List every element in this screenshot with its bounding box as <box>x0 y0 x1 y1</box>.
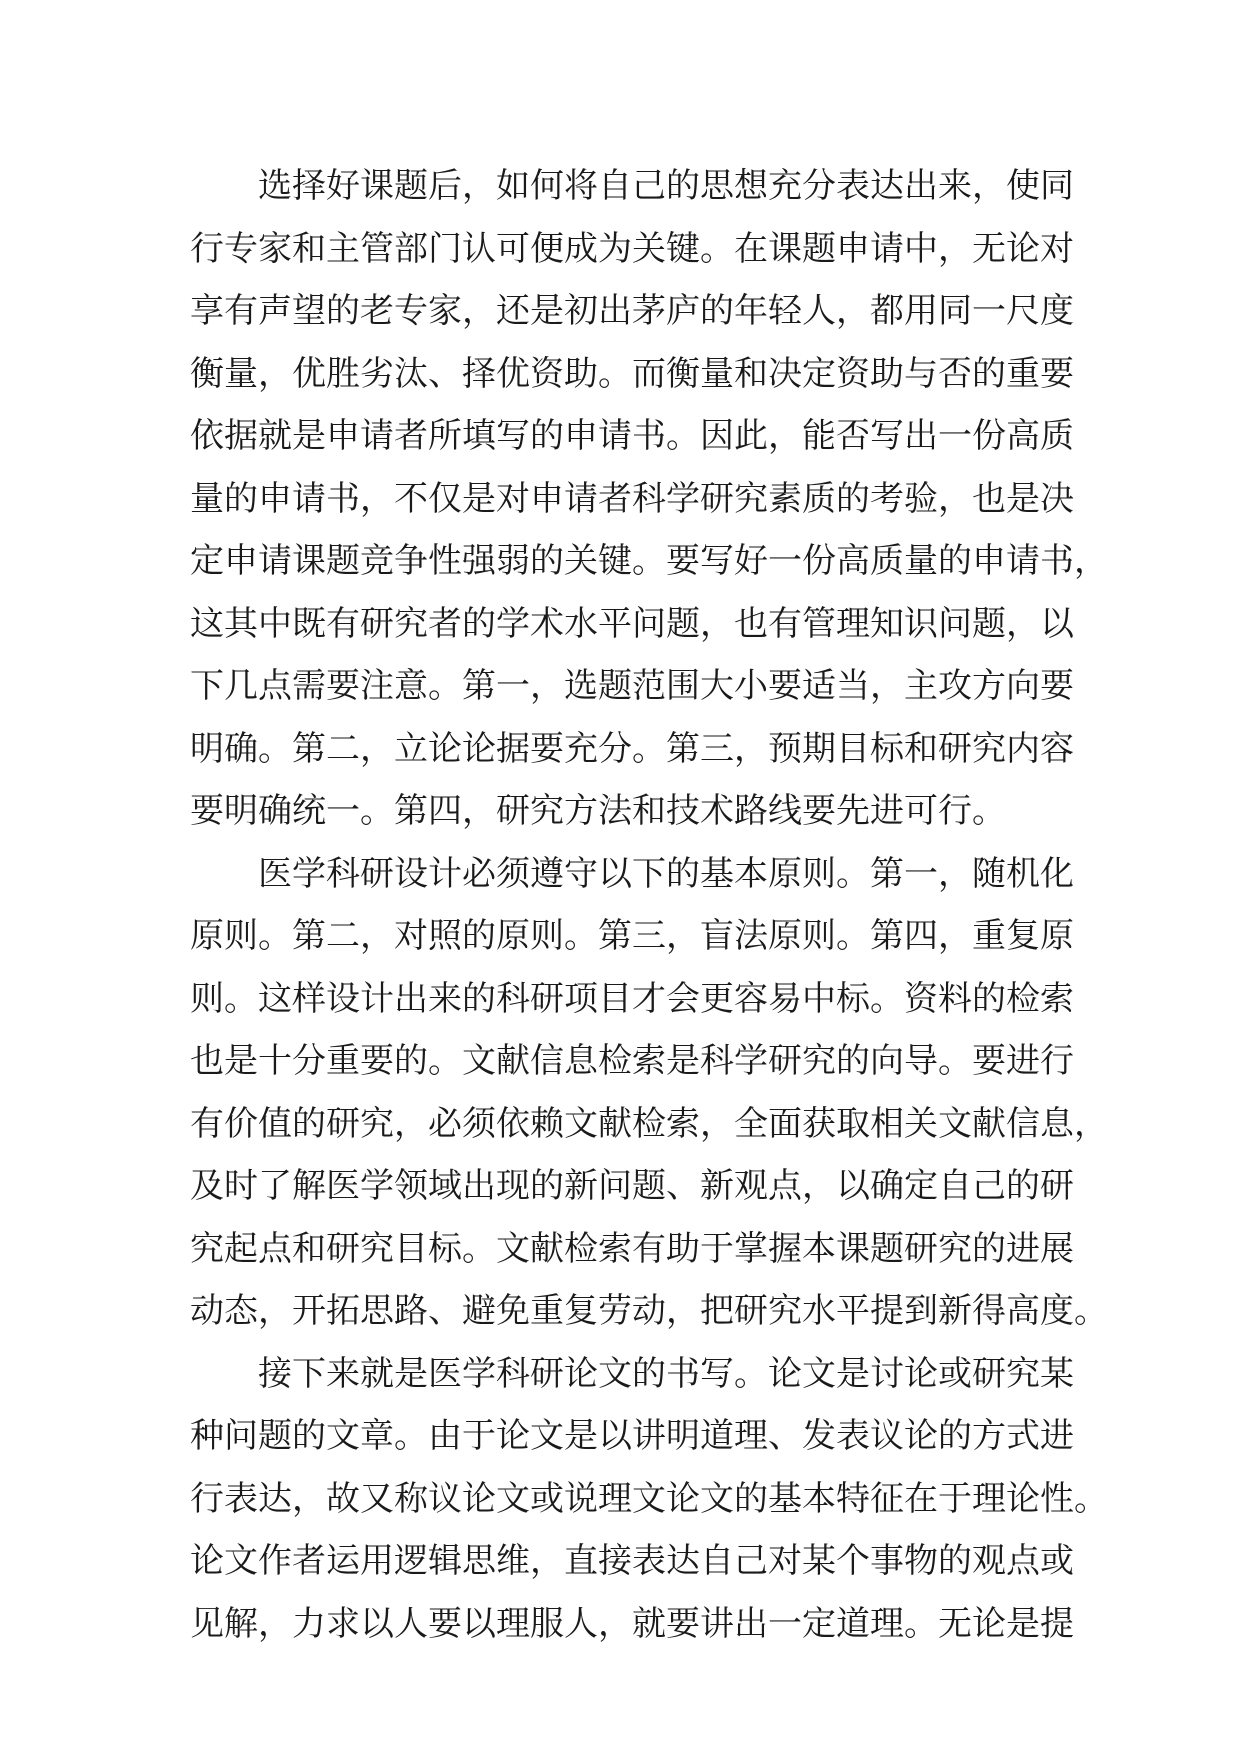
paragraph-2-line-1: 医学科研设计必须遵守以下的基本原则。第一，随机化 <box>258 853 1074 894</box>
paragraph-2-line-7: 究起点和研究目标。文献检索有助于掌握本课题研究的进展 <box>190 1228 1074 1269</box>
paragraph-3-line-4: 论文作者运用逻辑思维，直接表达自己对某个事物的观点或 <box>190 1541 1074 1581</box>
paragraph-1-line-6: 量的申请书，不仅是对申请者科学研究素质的考验，也是决 <box>190 478 1074 519</box>
paragraph-1-line-2: 行专家和主管部门认可便成为关键。在课题申请中，无论对 <box>190 228 1074 269</box>
paragraph-1-line-4: 衡量，优胜劣汰、择优资助。而衡量和决定资助与否的重要 <box>190 353 1074 394</box>
paragraph-1-line-10: 明确。第二，立论论据要充分。第三，预期目标和研究内容 <box>190 728 1074 769</box>
paragraph-1-line-1: 选择好课题后，如何将自己的思想充分表达出来，使同 <box>258 166 1074 206</box>
paragraph-3-line-1: 接下来就是医学科研论文的书写。论文是讨论或研究某 <box>258 1353 1074 1394</box>
paragraph-2-line-4: 也是十分重要的。文献信息检索是科学研究的向导。要进行 <box>190 1041 1074 1081</box>
paragraph-1-line-11: 要明确统一。第四，研究方法和技术路线要先进可行。 <box>190 791 1006 831</box>
paragraph-2-line-8: 动态，开拓思路、避免重复劳动，把研究水平提到新得高度。 <box>190 1291 1108 1331</box>
paragraph-1-line-5: 依据就是申请者所填写的申请书。因此，能否写出一份高质 <box>190 416 1074 456</box>
paragraph-1-line-7: 定申请课题竞争性强弱的关键。要写好一份高质量的申请书， <box>190 541 1108 581</box>
paragraph-2-line-6: 及时了解医学领域出现的新问题、新观点，以确定自己的研 <box>190 1166 1074 1206</box>
paragraph-1-line-8: 这其中既有研究者的学术水平问题，也有管理知识问题，以 <box>190 603 1074 644</box>
paragraph-1-line-9: 下几点需要注意。第一，选题范围大小要适当，主攻方向要 <box>190 666 1074 706</box>
paragraph-3-line-3: 行表达，故又称议论文或说理文论文的基本特征在于理论性。 <box>190 1478 1108 1519</box>
paragraph-3-line-2: 种问题的文章。由于论文是以讲明道理、发表议论的方式进 <box>190 1416 1074 1456</box>
body-text <box>190 155 1108 1655</box>
paragraph-2-line-2: 原则。第二，对照的原则。第三，盲法原则。第四，重复原 <box>190 916 1074 956</box>
paragraph-3-line-5: 见解，力求以人要以理服人，就要讲出一定道理。无论是提 <box>190 1603 1074 1644</box>
paragraph-1-line-3: 享有声望的老专家，还是初出茅庐的年轻人，都用同一尺度 <box>190 291 1074 331</box>
paragraph-2-line-5: 有价值的研究，必须依赖文献检索，全面获取相关文献信息， <box>190 1103 1108 1144</box>
paragraph-2-line-3: 则。这样设计出来的科研项目才会更容易中标。资料的检索 <box>190 978 1074 1019</box>
